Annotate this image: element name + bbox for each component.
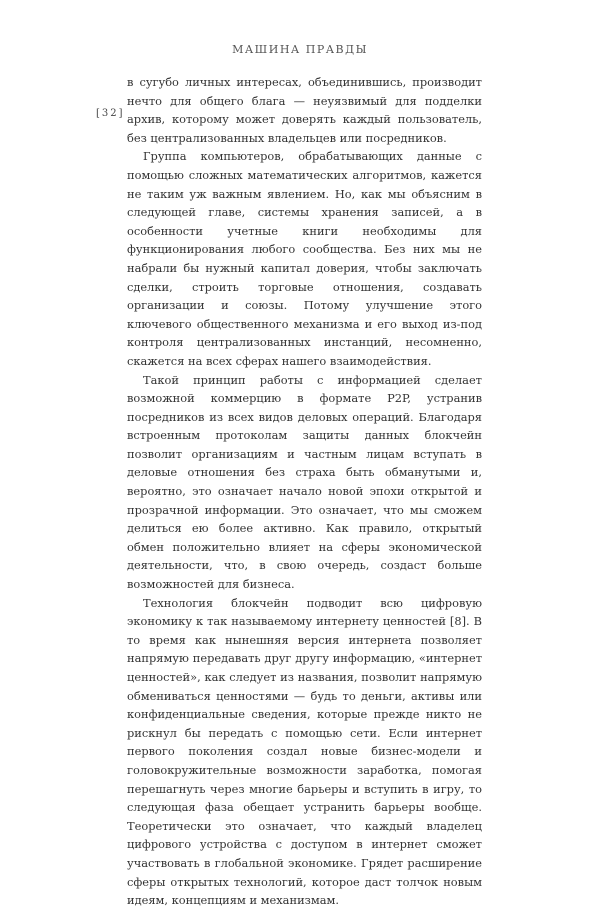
page-number: [32] xyxy=(96,108,125,119)
running-head: МАШИНА ПРАВДЫ xyxy=(232,43,368,56)
paragraph: Такой принцип работы с информацией сделает возможной коммерцию в формате P2P, устранив посредников из всех видов деловых операций. Благодаря встроенным протоколам защиты данных блокчейн позволит организациям и частным лицам вступать в деловые отношения без страха быть обманутыми и, вероятно, это означает начало новой эпохи открытой и прозрачной информации. Это означает, что мы сможем делиться ею более активно. Как правило, открытый обмен положительно влияет на сферы экономической деятельности, что, в свою очередь, создаст больше возможностей для бизнеса. xyxy=(127,372,482,592)
body-text xyxy=(127,73,482,910)
paragraph: Группа компьютеров, обрабатывающих данные с помощью сложных математических алгоритмов, кажется не таким уж важным явлением. Но, как мы объясним в следующей главе, системы хранения записей, а в особенности учетные книги необходимы для функционирования любого сообщества. Без них мы не набрали бы нужный капитал доверия, чтобы заключать сделки, строить торговые отношения, создавать организации и союзы. Потому улучшение этого ключевого общественного механизма и его выход из-под контроля централизованных инстанций, несомненно, скажется на всех сферах нашего взаимодействия. xyxy=(127,149,482,368)
paragraph: Технология блокчейн подводит всю цифровую экономику к так называемому интернету ценностей [8]. В то время как нынешняя версия интернета позволяет напрямую передавать друг другу информацию, «интернет ценностей», как следует из названия, позволит напрямую обмениваться ценностями — будь то деньги, активы или конфиденциальные сведения, которые прежде никто не рискнул бы передать с помощью сети. Если интернет первого поколения создал новые бизнес-модели и головокружительные возможности заработка, помогая перешагнуть через многие барьеры и вступить в игру, то следующая фаза обещает устранить барьеры вообще. Теоретически это означает, что каждый владелец цифрового устройства с доступом в интернет сможет участвовать в глобальной экономике. Грядет расширение сферы открытых технологий, которое даст толчок новым идеям, концепциям и механизмам. xyxy=(127,595,482,908)
paragraph: в сугубо личных интересах, объединившись, производит нечто для общего блага — неуязвимый для подделки архив, которому может доверять каждый пользователь, без централизованных владельцев или посредников. xyxy=(127,75,482,145)
